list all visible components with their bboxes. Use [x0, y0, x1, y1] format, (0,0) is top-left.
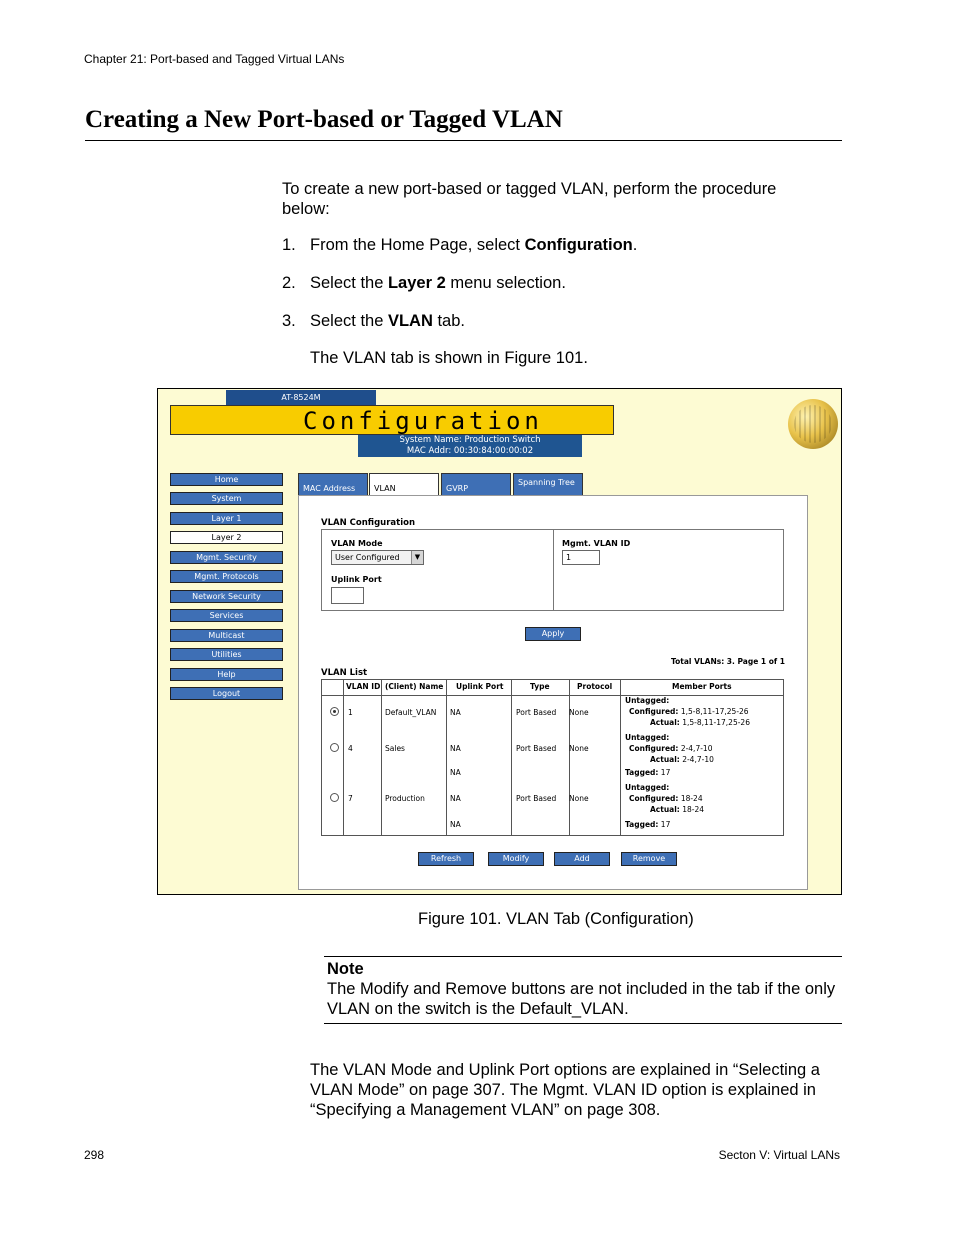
table-cell-type: Port Based: [516, 794, 557, 803]
column-header-uplink-port: Uplink Port: [456, 682, 504, 691]
section-title: Creating a New Port-based or Tagged VLAN: [85, 106, 563, 133]
add-button[interactable]: Add: [554, 852, 610, 866]
mgmt-vlan-id-label: Mgmt. VLAN ID: [562, 539, 631, 548]
mac-address: MAC Addr: 00:30:84:00:00:02: [406, 446, 534, 456]
note-title: Note: [327, 960, 364, 978]
intro-paragraph: To create a new port-based or tagged VLAN, perform the procedure below:: [282, 180, 777, 218]
vlan-mode-select[interactable]: [331, 550, 424, 565]
figure-caption: Figure 101. VLAN Tab (Configuration): [418, 910, 694, 928]
uplink-port-label: Uplink Port: [331, 575, 382, 584]
table-cell-id: 1: [348, 708, 353, 717]
table-cell-untagged: Untagged:: [625, 733, 670, 742]
sidebar-item-mgmt-security[interactable]: Mgmt. Security: [170, 551, 283, 564]
closing-paragraph: The VLAN Mode and Uplink Port options are explained in “Selecting a VLAN Mode” on page 307. The Mgmt. VLAN ID option is explained in “Specifying a Management VLAN” on page 308.: [310, 1061, 820, 1119]
table-cell-protocol: None: [569, 794, 589, 803]
title-rule: [85, 140, 842, 141]
sidebar-item-mgmt-protocols[interactable]: Mgmt. Protocols: [170, 570, 283, 583]
vlan-tab-panel: [298, 495, 808, 890]
table-cell-configured: Configured: 18-24: [629, 794, 703, 803]
vlan-list-table: [321, 679, 784, 836]
apply-button[interactable]: Apply: [525, 627, 581, 641]
mgmt-vlan-id-input[interactable]: 1: [562, 550, 600, 565]
modify-button[interactable]: Modify: [488, 852, 544, 866]
remove-button[interactable]: Remove: [621, 852, 677, 866]
table-cell-untagged: Untagged:: [625, 696, 670, 705]
column-header-type: Type: [530, 682, 550, 691]
tab-spanning-tree[interactable]: Spanning Tree: [513, 473, 583, 496]
sidebar-item-services[interactable]: Services: [170, 609, 283, 622]
note-rule-bottom: [324, 1023, 842, 1024]
chevron-down-icon: ▼: [411, 551, 423, 564]
step-number: 3.: [282, 312, 296, 330]
table-cell-configured: Configured: 2-4,7-10: [629, 744, 713, 753]
table-cell-untagged: Untagged:: [625, 783, 670, 792]
table-cell-protocol: None: [569, 708, 589, 717]
vlan-select-radio[interactable]: [330, 743, 339, 752]
table-cell-uplink: NA: [450, 744, 461, 753]
table-cell-uplink: NA: [450, 768, 461, 777]
tab-mac-address[interactable]: MAC Address: [298, 473, 368, 496]
globe-logo-icon: [788, 399, 838, 449]
table-cell-tagged: Tagged: 17: [625, 768, 671, 777]
running-footer: Secton V: Virtual LANs: [718, 1148, 840, 1162]
vlan-configuration-box: [321, 529, 784, 611]
column-header-vlan-id: VLAN ID: [346, 682, 381, 691]
note-rule-top: [324, 956, 842, 957]
vlan-select-radio[interactable]: [330, 707, 339, 716]
refresh-button[interactable]: Refresh: [418, 852, 474, 866]
page-number: 298: [84, 1148, 105, 1162]
note-text: The Modify and Remove buttons are not included in the tab if the only VLAN on the switch is the Default_VLAN.: [327, 980, 836, 1018]
sidebar-item-layer-1[interactable]: Layer 1: [170, 512, 283, 525]
sidebar-item-logout[interactable]: Logout: [170, 687, 283, 700]
model-label: AT-8524M: [226, 390, 376, 405]
vlan-select-radio[interactable]: [330, 793, 339, 802]
sidebar-item-utilities[interactable]: Utilities: [170, 648, 283, 661]
vlan-tab-figure: [157, 388, 842, 895]
table-cell-uplink: NA: [450, 820, 461, 829]
sidebar-item-home[interactable]: Home: [170, 473, 283, 486]
sidebar-item-help[interactable]: Help: [170, 668, 283, 681]
table-cell-name: Default_VLAN: [385, 708, 437, 717]
sidebar-item-system[interactable]: System: [170, 492, 283, 505]
sidebar-item-network-security[interactable]: Network Security: [170, 590, 283, 603]
table-cell-uplink: NA: [450, 708, 461, 717]
config-divider: [553, 530, 554, 610]
system-name: System Name: Production Switch: [399, 435, 541, 445]
table-cell-type: Port Based: [516, 708, 557, 717]
figure-reference: The VLAN tab is shown in Figure 101.: [310, 349, 588, 367]
vlan-total-count: Total VLANs: 3. Page 1 of 1: [670, 657, 785, 666]
table-cell-actual: Actual: 18-24: [650, 805, 704, 814]
table-cell-tagged: Tagged: 17: [625, 820, 671, 829]
column-header-name: (Client) Name: [385, 682, 444, 691]
tab-gvrp[interactable]: GVRP: [441, 473, 511, 496]
table-cell-actual: Actual: 1,5-8,11-17,25-26: [650, 718, 750, 727]
step-2: Select the Layer 2 menu selection.: [310, 274, 566, 292]
vlan-mode-value: User Configured: [335, 553, 400, 562]
step-number: 1.: [282, 236, 296, 254]
sidebar-item-layer-2[interactable]: Layer 2: [170, 531, 283, 544]
tab-vlan[interactable]: VLAN: [369, 473, 439, 497]
uplink-port-input[interactable]: [331, 587, 364, 604]
step-number: 2.: [282, 274, 296, 292]
running-header: Chapter 21: Port-based and Tagged Virtual LANs: [84, 52, 345, 66]
vlan-mode-label: VLAN Mode: [331, 539, 383, 548]
table-cell-configured: Configured: 1,5-8,11-17,25-26: [629, 707, 749, 716]
table-cell-uplink: NA: [450, 794, 461, 803]
column-header-member-ports: Member Ports: [672, 682, 732, 691]
vlan-configuration-label: VLAN Configuration: [321, 518, 416, 528]
system-info-bar: [358, 435, 582, 457]
sidebar-item-multicast[interactable]: Multicast: [170, 629, 283, 642]
step-3: Select the VLAN tab.: [310, 312, 465, 330]
configuration-banner: [170, 405, 614, 435]
table-cell-id: 4: [348, 744, 353, 753]
configuration-title: Configuration: [303, 407, 543, 435]
table-cell-protocol: None: [569, 744, 589, 753]
column-header-protocol: Protocol: [577, 682, 613, 691]
step-1: From the Home Page, select Configuration.: [310, 236, 638, 254]
table-cell-name: Production: [385, 794, 425, 803]
table-cell-id: 7: [348, 794, 353, 803]
table-cell-name: Sales: [385, 744, 405, 753]
table-cell-actual: Actual: 2-4,7-10: [650, 755, 714, 764]
table-cell-type: Port Based: [516, 744, 557, 753]
vlan-list-label: VLAN List: [321, 668, 368, 678]
